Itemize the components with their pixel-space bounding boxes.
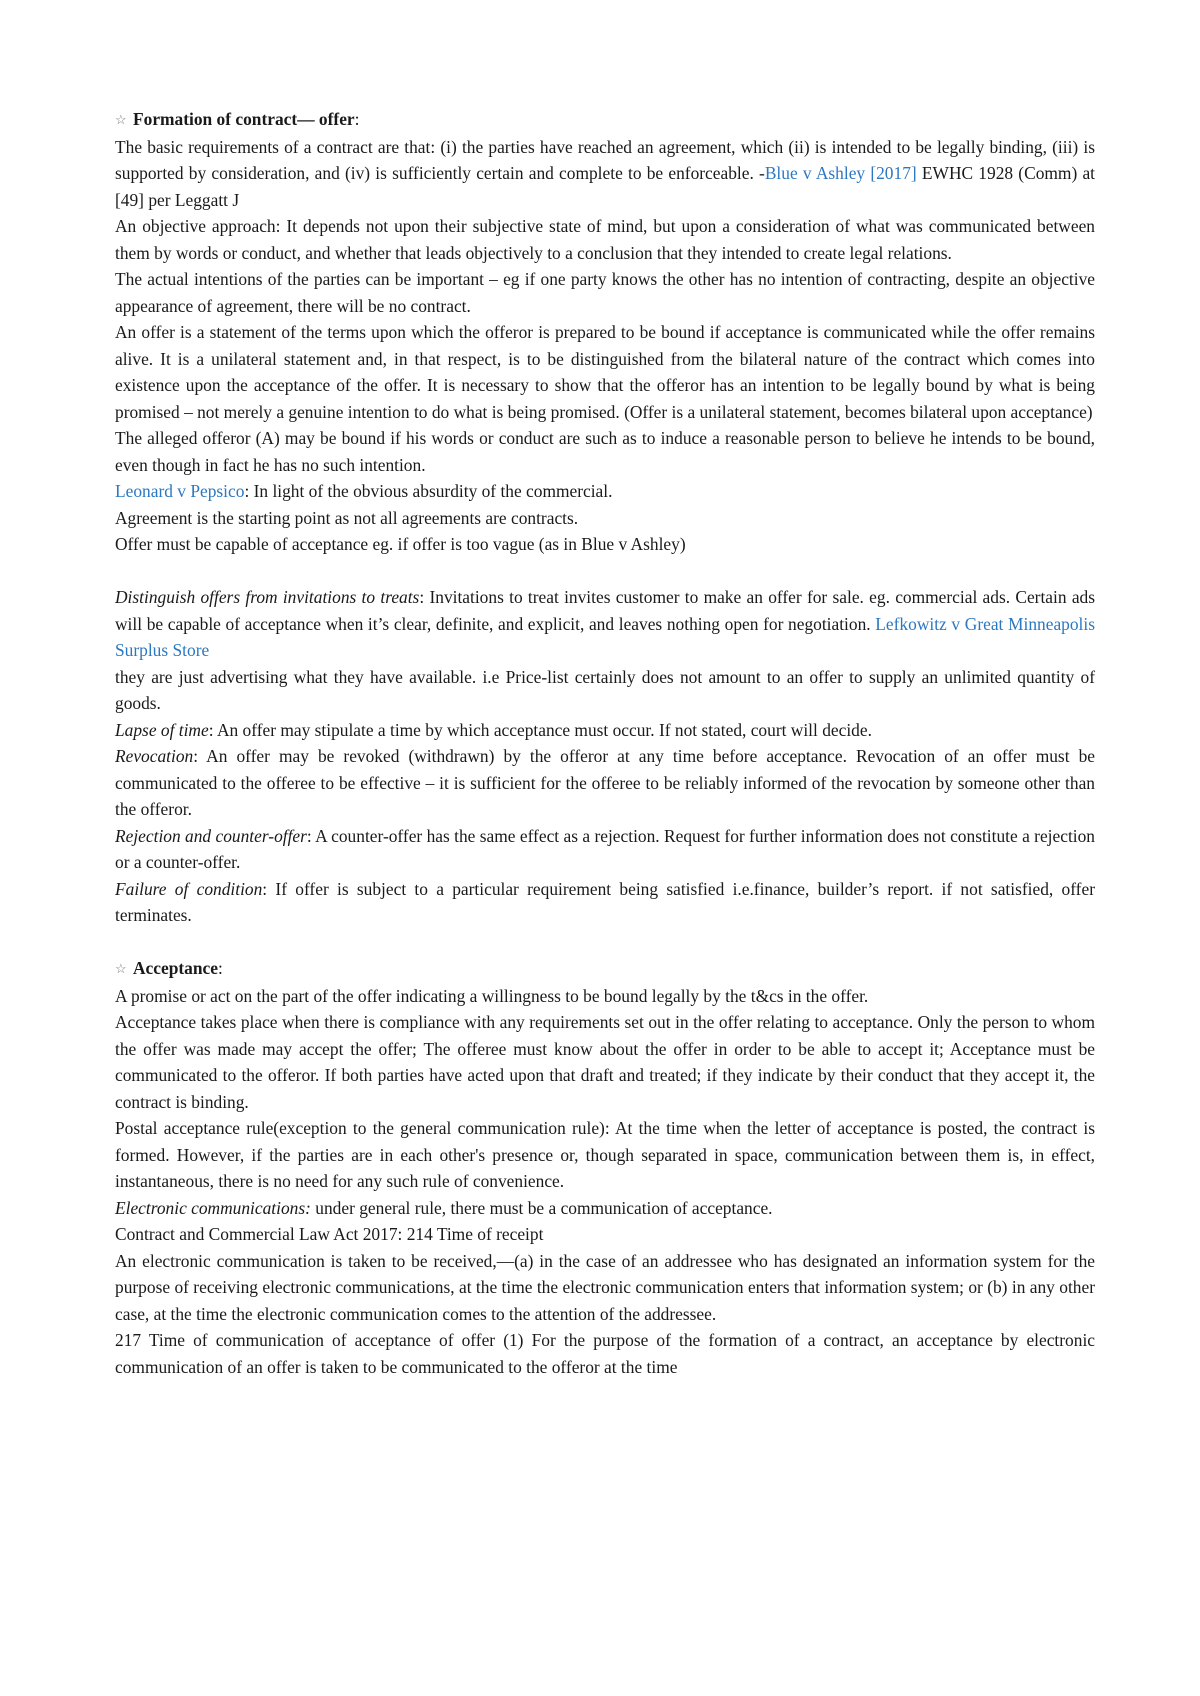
section-heading-acceptance — [115, 955, 1095, 983]
paragraph-ccla-217: 217 Time of communication of acceptance of offer (1) For the purpose of the formation of a contract, an acceptance by electronic communication of an offer is taken to be communicated to the offeror at the time — [115, 1330, 1095, 1377]
heading-text: Acceptance — [133, 958, 218, 978]
paragraph-text: : A counter-offer has the same effect as a rejection. Request for further information does not constitute a rejection or a counter-offer. — [115, 825, 1096, 872]
paragraph-revocation — [115, 743, 1095, 823]
paragraph-capable-of-acceptance: Offer must be capable of acceptance eg. if offer is too vague (as in Blue v Ashley) — [115, 534, 686, 554]
paragraph-electronic-communications — [115, 1195, 1095, 1222]
paragraph-invitations-to-treat — [115, 584, 1095, 664]
paragraph-text: : If offer is subject to a particular requirement being satisfied i.e.finance, builder’s report. if not satisfied, offer terminates. — [115, 878, 1095, 925]
paragraph-alleged-offeror: The alleged offeror (A) may be bound if his words or conduct are such as to induce a reasonable person to believe he intends to be bound, even though in fact he has no such intention. — [115, 428, 1095, 475]
paragraph-basic-requirements — [115, 134, 1095, 214]
case-link-lefkowitz[interactable]: Lefkowitz v Great Minneapolis Surplus Store — [115, 613, 1095, 660]
paragraph-promise-or-act: A promise or act on the part of the offer indicating a willingness to be bound legally by the t&cs in the offer. — [115, 985, 869, 1006]
paragraph-text: : An offer may be revoked (withdrawn) by the offeror at any time before acceptance. Revocation of an offer must be communicated to the offeree to be effective – it is sufficient for the offeree to be reliably informed of the revocation by someone other than the offeror. — [115, 746, 1095, 819]
paragraph-text: : Invitations to treat invites customer to make an offer for sale. eg. commercial ads. Certain ads will be capable of acceptance when it’s clear, definite, and explicit, and leaves nothing open for negotiation. — [115, 587, 1096, 634]
paragraph-leonard-v-pepsico — [115, 478, 1095, 505]
paragraph-rejection — [115, 823, 1095, 876]
heading-colon: : — [217, 958, 223, 978]
blank-line — [115, 929, 1095, 956]
term-label: Failure of condition — [115, 878, 263, 899]
heading-text: Formation of contract— offer — [133, 109, 355, 129]
paragraph-text: : In light of the obvious absurdity of the commercial. — [244, 481, 613, 501]
paragraph-ccla-214: Contract and Commercial Law Act 2017: 214 Time of receipt — [115, 1224, 544, 1244]
term-label: Revocation — [115, 746, 194, 766]
paragraph-text: under general rule, there must be a communication of acceptance. — [310, 1197, 773, 1218]
case-link-blue-v-ashley[interactable]: Blue v Ashley [2017] — [764, 163, 917, 183]
star-icon: ☆ — [115, 112, 127, 127]
paragraph-text: : An offer may stipulate a time by which acceptance must occur. If not stated, court will decide. — [208, 719, 872, 740]
star-icon: ☆ — [115, 961, 127, 976]
blank-line — [115, 558, 1095, 585]
paragraph-failure-of-condition — [115, 876, 1095, 929]
term-label: Distinguish offers from invitations to treats — [115, 587, 420, 607]
paragraph-offer-definition: An offer is a statement of the terms upon which the offeror is prepared to be bound if acceptance is communicated while the offer remains alive. It is a unilateral statement and, in that respect, is to be distinguished from the bilateral nature of the contract which comes into existence upon the acceptance of the offer. It is necessary to show that the offeror has an intention to be legally bound by what is being promised – not merely a genuine intention to do what is being promised. (Offer is a unilateral statement, becomes bilateral upon acceptance) — [115, 322, 1095, 422]
paragraph-text: EWHC 1928 (Comm) at [49] per Leggatt J — [115, 163, 1095, 210]
paragraph-text: The basic requirements of a contract are that: (i) the parties have reached an agreement, which (ii) is intended to be legally binding, (iii) is supported by consideration, and (iv) is sufficiently certain and complete to be enforceable. - — [115, 136, 1095, 183]
case-link-leonard-v-pepsico[interactable]: Leonard v Pepsico — [115, 481, 245, 501]
paragraph-agreement-starting-point: Agreement is the starting point as not all agreements are contracts. — [115, 507, 579, 528]
paragraph-actual-intentions: The actual intentions of the parties can be important – eg if one party knows the other has no intention of contracting, despite an objective appearance of agreement, there will be no contract. — [115, 269, 1095, 316]
paragraph-advertising: they are just advertising what they have available. i.e Price-list certainly does not amount to an offer to supply an unlimited quantity of goods. — [115, 666, 1095, 713]
heading-colon: : — [354, 109, 360, 129]
document-page — [115, 106, 1095, 1380]
term-label: Rejection and counter-offer — [115, 825, 307, 846]
paragraph-lapse-of-time — [115, 717, 1095, 744]
term-label: Electronic communications: — [115, 1197, 311, 1218]
paragraph-electronic-received: An electronic communication is taken to be received,—(a) in the case of an addressee who has designated an information system for the purpose of receiving electronic communications, at the time the electronic communication enters that information system; or (b) in any other case, at the time the electronic communication comes to the attention of the addressee. — [115, 1250, 1095, 1324]
term-label: Lapse of time — [115, 719, 209, 740]
paragraph-objective-approach: An objective approach: It depends not upon their subjective state of mind, but upon a consideration of what was communicated between them by words or conduct, and whether that leads objectively to a conclusion that they intended to create legal relations. — [115, 216, 1095, 263]
section-heading-offer — [115, 106, 1095, 134]
paragraph-acceptance-compliance: Acceptance takes place when there is compliance with any requirements set out in the offer relating to acceptance. Only the person to whom the offer was made may accept the offer; The offeree must know about the offer in order to be able to accept it; Acceptance must be communicated to the offeror. If both parties have acted upon that draft and treated; if they indicate by their conduct that they accept it, the contract is binding. — [115, 1012, 1095, 1112]
paragraph-postal-rule: Postal acceptance rule(exception to the general communication rule): At the time when the letter of acceptance is posted, the contract is formed. However, if the parties are in each other's presence or, though separated in space, communication between them is, in effect, instantaneous, there is no need for any such rule of convenience. — [115, 1118, 1095, 1191]
